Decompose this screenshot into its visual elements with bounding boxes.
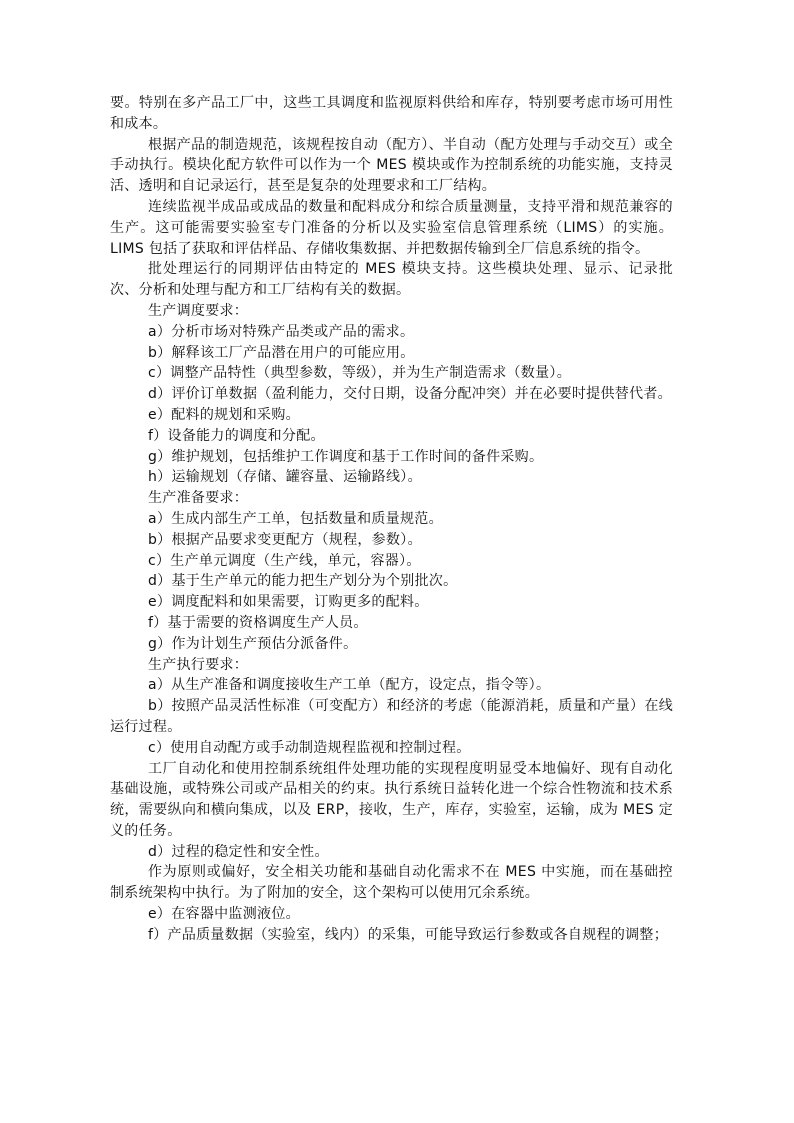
list-item: c）生产单元调度（生产线，单元，容器）。 (148, 552, 421, 569)
list-item: d）基于生产单元的能力把生产划分为个别批次。 (148, 573, 458, 590)
paragraph: 作为原则或偏好，安全相关功能和基础自动化需求不在 MES 中实施，而在基础控制系统架构中执行。为了附加的安全，这个架构可以使用冗余系统。 (110, 864, 673, 902)
section-heading: 生产准备要求： (148, 490, 249, 507)
section-heading: 生产执行要求： (148, 656, 249, 673)
section-heading: 生产调度要求： (148, 302, 249, 319)
list-item: g）维护规划，包括维护工作调度和基于工作时间的备件采购。 (148, 448, 544, 465)
list-item: g）作为计划生产预估分派备件。 (148, 635, 358, 652)
list-item: a）从生产准备和调度接收生产工单（配方，设定点，指令等）。 (148, 677, 551, 694)
list-item: e）配料的规划和采购。 (148, 406, 300, 423)
list-item: e）调度配料和如果需要，订购更多的配料。 (148, 594, 429, 611)
list-item: d）过程的稳定性和安全性。 (148, 843, 329, 860)
list-item: b）解释该工厂产品潜在用户的可能应用。 (148, 344, 415, 361)
paragraph: 连续监视半成品或成品的数量和配料成分和综合质量测量，支持平滑和规范兼容的生产。这可能需要实验室专门准备的分析以及实验室信息管理系统（LIMS）的实施。LIMS 包括了获取和评估样品、存储收集数据、并把数据传输到全厂信息系统的指令。 (110, 198, 673, 257)
paragraph: 根据产品的制造规范，该规程按自动（配方）、半自动（配方处理与手动交互）或全手动执行。模块化配方软件可以作为一个 MES 模块或作为控制系统的功能实施，支持灵活、透明和自记录运行，甚至是复杂的处理要求和工厂结构。 (110, 136, 673, 195)
paragraph: 要。特别在多产品工厂中，这些工具调度和监视原料供给和库存，特别要考虑市场可用性和成本。 (110, 95, 673, 132)
list-item: f）设备能力的调度和分配。 (148, 427, 325, 444)
list-item: h）运输规划（存储、罐容量、运输路线）。 (148, 469, 422, 486)
list-item: a）生成内部生产工单，包括数量和质量规范。 (148, 510, 443, 527)
list-item: c）调整产品特性（典型参数，等级），并为生产制造需求（数量）。 (148, 365, 571, 382)
list-item: a）分析市场对特殊产品类或产品的需求。 (148, 323, 415, 340)
list-item: f）产品质量数据（实验室，线内）的采集，可能导致运行参数或各自规程的调整； (148, 926, 669, 943)
list-item: e）在容器中监测液位。 (148, 906, 300, 923)
list-item: c）使用自动配方或手动制造规程监视和控制过程。 (148, 739, 471, 756)
list-item: b）根据产品要求变更配方（规程，参数）。 (148, 531, 422, 548)
paragraph: 工厂自动化和使用控制系统组件处理功能的实现程度明显受本地偏好、现有自动化基础设施，或特殊公司或产品相关的约束。执行系统日益转化进一个综合性物流和技术系统，需要纵向和横向集成，以及 ERP，接收，生产，库存，实验室，运输，成为 MES 定义的任务。 (110, 760, 673, 839)
list-item: b）按照产品灵活性标准（可变配方）和经济的考虑（能源消耗，质量和产量）在线运行过程。 (110, 698, 673, 735)
list-item: f）基于需要的资格调度生产人员。 (148, 614, 368, 631)
list-item: d）评价订单数据（盈利能力，交付日期，设备分配冲突）并在必要时提供替代者。 (148, 386, 672, 403)
paragraph: 批处理运行的同期评估由特定的 MES 模块支持。这些模块处理、显示、记录批次、分析和处理与配方和工厂结构有关的数据。 (110, 261, 673, 299)
body-text (110, 93, 673, 946)
